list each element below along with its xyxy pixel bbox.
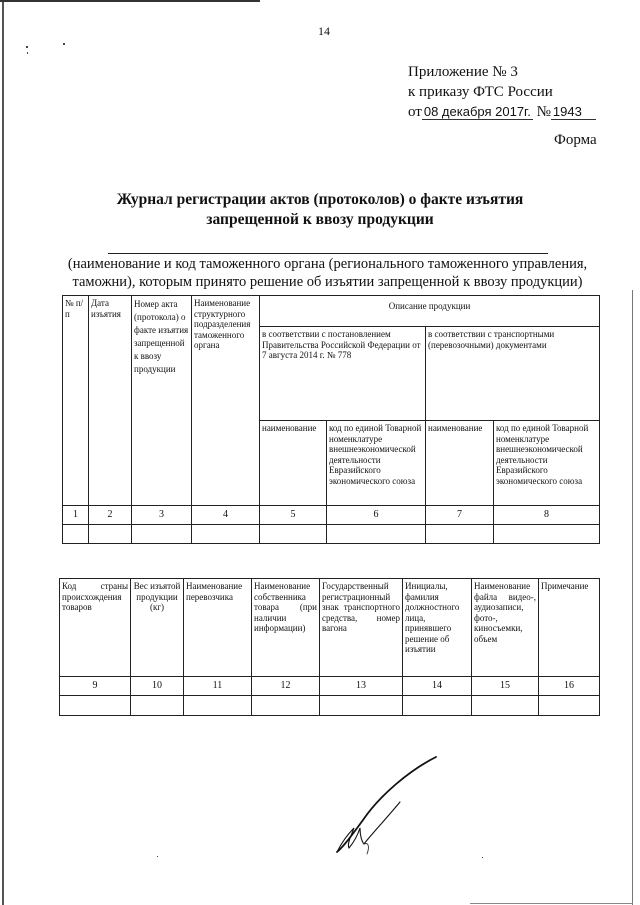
table-cell[interactable] [184,696,252,716]
column-number: 16 [539,677,600,696]
column-number: 1 [63,506,89,525]
header-owner-name: Наименование собственника товара (при наличии информации) [252,579,320,677]
table-cell[interactable] [403,696,472,716]
header-origin-country-code: Код страны происхождения товаров [60,579,131,677]
column-number-row [63,506,600,525]
header-official-initials: Инициалы, фамилия должностного лица, принявшего решение об изъятии [403,579,472,677]
header-tnved-code-transport: код по единой Товарной номенклатуре внешнеэкономической деятельности Евразийского экономического союза [494,421,600,506]
date-prefix: от [408,104,422,120]
journal-table-part1 [62,295,600,544]
table-cell[interactable] [132,525,192,544]
table-cell[interactable] [426,525,494,544]
table-cell[interactable] [539,696,600,716]
column-number-row [60,677,600,696]
number-prefix: № [536,104,551,120]
appendix-block [408,62,596,122]
header-row-number: № п/п [63,296,89,506]
header-seizure-date: Дата изъятия [89,296,132,506]
appendix-line1: Приложение № 3 [408,64,518,80]
column-number: 13 [320,677,403,696]
column-number: 2 [89,506,132,525]
order-number: 1943 [551,104,596,120]
table-cell[interactable] [472,696,539,716]
column-number: 5 [260,506,327,525]
column-number: 10 [131,677,184,696]
table-row [63,525,600,544]
handwritten-signature [330,750,450,860]
scan-speck [26,46,28,48]
header-act-number: Номер акта (протокола) о факте изъятия запрещенной к ввозу продукции [132,296,192,506]
table-cell[interactable] [494,525,600,544]
title-line1: Журнал регистрации актов (протоколов) о факте изъятия [116,191,524,208]
table-cell[interactable] [131,696,184,716]
table-cell[interactable] [63,525,89,544]
header-media-file-name: Наименование файла видео-, аудиозаписи, фото-, киносъемки, объем [472,579,539,677]
order-date: 08 декабря 2017г. [423,104,531,119]
header-carrier-name: Наименование перевозчика [184,579,252,677]
table-row [60,696,600,716]
table-cell[interactable] [252,696,320,716]
caption-line1: (наименование и код таможенного органа (регионального таможенного управления, [67,256,588,272]
title-line2: запрещенной к ввозу продукции [206,211,434,228]
column-number: 6 [327,506,426,525]
page-edge-left [2,0,4,905]
column-number: 4 [192,506,260,525]
table-cell[interactable] [89,525,132,544]
journal-table-part2 [59,578,600,716]
column-number: 3 [132,506,192,525]
column-number: 15 [472,677,539,696]
page-number: 14 [318,24,330,38]
customs-authority-blank-line [108,253,548,254]
document-title [60,190,580,230]
column-number: 9 [60,677,131,696]
table-cell[interactable] [260,525,327,544]
appendix-line2: к приказу ФТС России [408,84,553,100]
header-tnved-code-decree: код по единой Товарной номенклатуре внешнеэкономической деятельности Евразийского экономического союза [327,421,426,506]
form-label: Форма [554,132,597,148]
column-number: 12 [252,677,320,696]
header-vehicle-registration: Государственный регистрационный знак транспортного средства, номер вагона [320,579,403,677]
page-edge-bottom [470,903,633,904]
table-cell[interactable] [192,525,260,544]
column-number: 8 [494,506,600,525]
header-note: Примечание [539,579,600,677]
header-per-government-decree: в соответствии с постановлением Правительства Российской Федерации от 7 августа 2014 г. № 778 [260,327,426,421]
appendix-order-line [408,102,596,122]
header-per-transport-documents: в соответствии с транспортными (перевозочными) документами [426,327,600,421]
header-product-description: Описание продукции [260,296,600,327]
table-cell[interactable] [60,696,131,716]
table-cell[interactable] [320,696,403,716]
column-number: 14 [403,677,472,696]
scan-speck [157,856,158,857]
header-weight-kg: Вес изъятой продукции (кг) [131,579,184,677]
header-name-transport: наименование [426,421,494,506]
header-name-decree: наименование [260,421,327,506]
header-structural-unit: Наименование структурного подразделения таможенного органа [192,296,260,506]
customs-authority-caption [60,255,595,291]
scan-speck [27,52,28,54]
page-edge-right [632,290,633,905]
scan-speck [482,857,483,858]
page-edge-top [0,0,260,2]
scan-speck [63,43,65,45]
table-cell[interactable] [327,525,426,544]
column-number: 11 [184,677,252,696]
caption-line2: таможни), которым принято решение об изъятии запрещенной к ввозу продукции) [72,274,583,290]
column-number: 7 [426,506,494,525]
